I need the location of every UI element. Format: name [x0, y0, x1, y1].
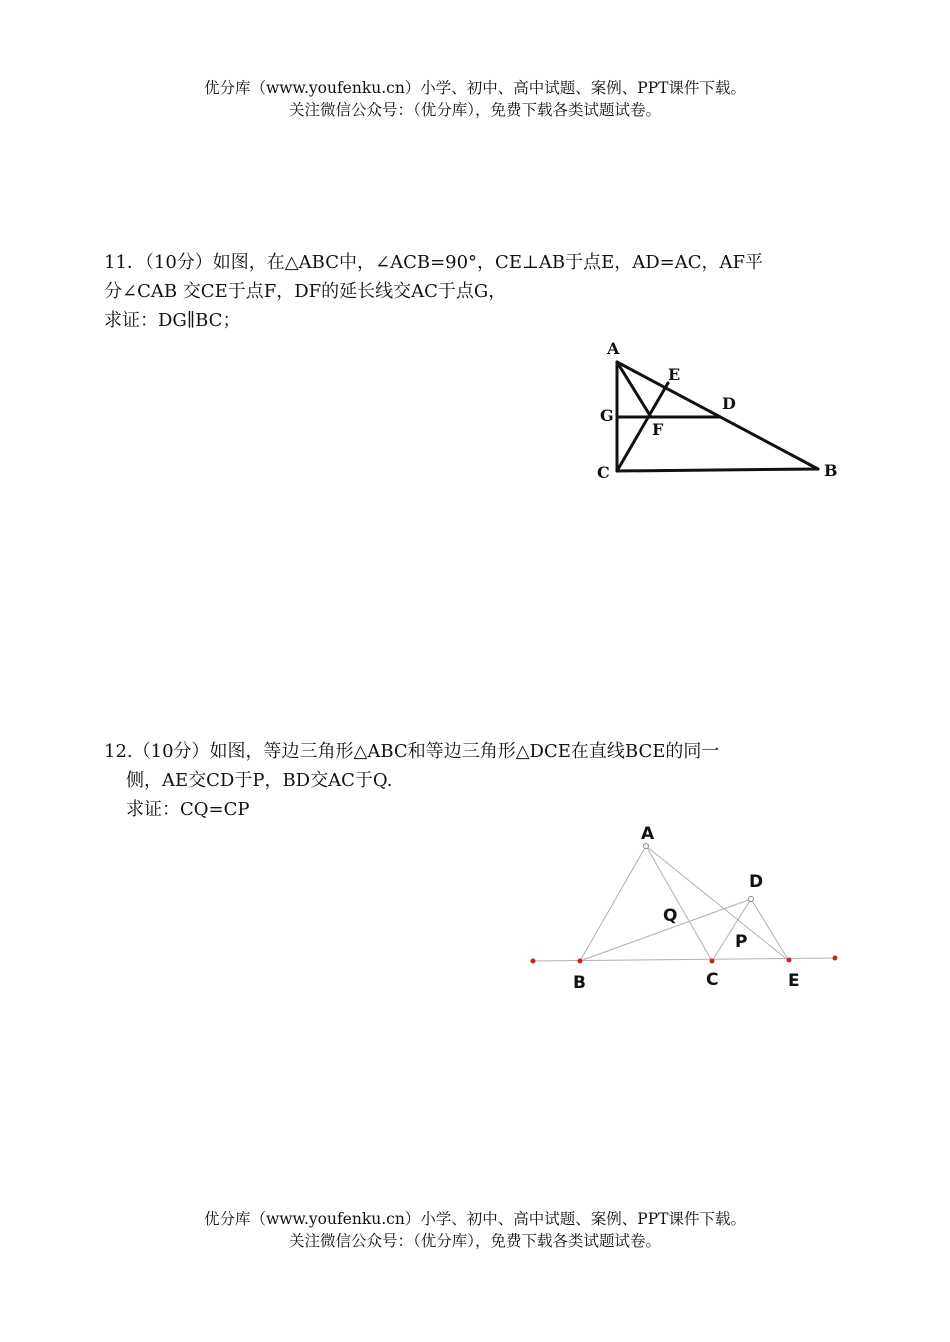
q11-line-1: 11．（10分）如图，在△ABC中，∠ACB=90°，CE⊥AB于点E，AD=AC，AF平 [104, 252, 764, 273]
q11-segment-cb [617, 469, 818, 471]
q12-label-q: Q [663, 906, 678, 926]
footer-line-2: 关注微信公众号：（优分库），免费下载各类试题试卷。 [288, 1232, 661, 1250]
q12-label-b: B [573, 973, 586, 993]
question-12 [104, 737, 849, 824]
q12-point-d [749, 897, 754, 902]
q12-segment-ae [646, 846, 789, 961]
q11-label-g: G [600, 406, 614, 425]
q11-label-f: F [652, 420, 664, 439]
q11-label-d: D [722, 394, 736, 413]
q12-label-e: E [788, 971, 800, 991]
q11-label-c: C [597, 463, 610, 482]
q12-point-left-end [531, 959, 536, 964]
q12-point-b [578, 959, 583, 964]
q12-figure [520, 815, 850, 1000]
q12-segment-ab [580, 846, 646, 961]
q12-point-c [710, 959, 715, 964]
q11-line-2: 分∠CAB 交CE于点F，DF的延长线交AC于点G， [104, 281, 507, 302]
q12-segment-de [751, 899, 789, 961]
q12-segment-ac [646, 846, 712, 961]
q11-lines [617, 362, 818, 471]
header-line-1: 优分库（www.youfenku.cn）小学、初中、高中试题、案例、PPT课件下载。 [203, 79, 747, 97]
q12-point-right-end [833, 956, 838, 961]
footer-line-1: 优分库（www.youfenku.cn）小学、初中、高中试题、案例、PPT课件下载。 [203, 1210, 747, 1228]
q12-label-d: D [749, 872, 764, 892]
q11-label-a: A [607, 339, 620, 358]
header-line-2: 关注微信公众号：（优分库），免费下载各类试题试卷。 [288, 101, 661, 119]
q12-label-p: P [735, 932, 748, 952]
q12-point-a [644, 844, 649, 849]
q12-label-a: A [641, 824, 655, 844]
q12-line-2: 侧，AE交CD于P，BD交AC于Q. [126, 770, 393, 791]
page-header [0, 77, 950, 121]
page-footer [0, 1208, 950, 1252]
q12-label-c: C [706, 970, 719, 990]
q12-lines [533, 846, 835, 961]
q11-figure [590, 335, 850, 495]
q11-label-b: B [824, 461, 838, 480]
q11-label-e: E [668, 365, 681, 384]
question-11 [104, 248, 849, 335]
q12-line-3: 求证：CQ=CP [126, 799, 250, 820]
q11-line-3: 求证：DG∥BC； [104, 310, 241, 331]
q12-point-e [787, 958, 792, 963]
q12-line-1: 12.（10分）如图，等边三角形△ABC和等边三角形△DCE在直线BCE的同一 [104, 741, 720, 762]
